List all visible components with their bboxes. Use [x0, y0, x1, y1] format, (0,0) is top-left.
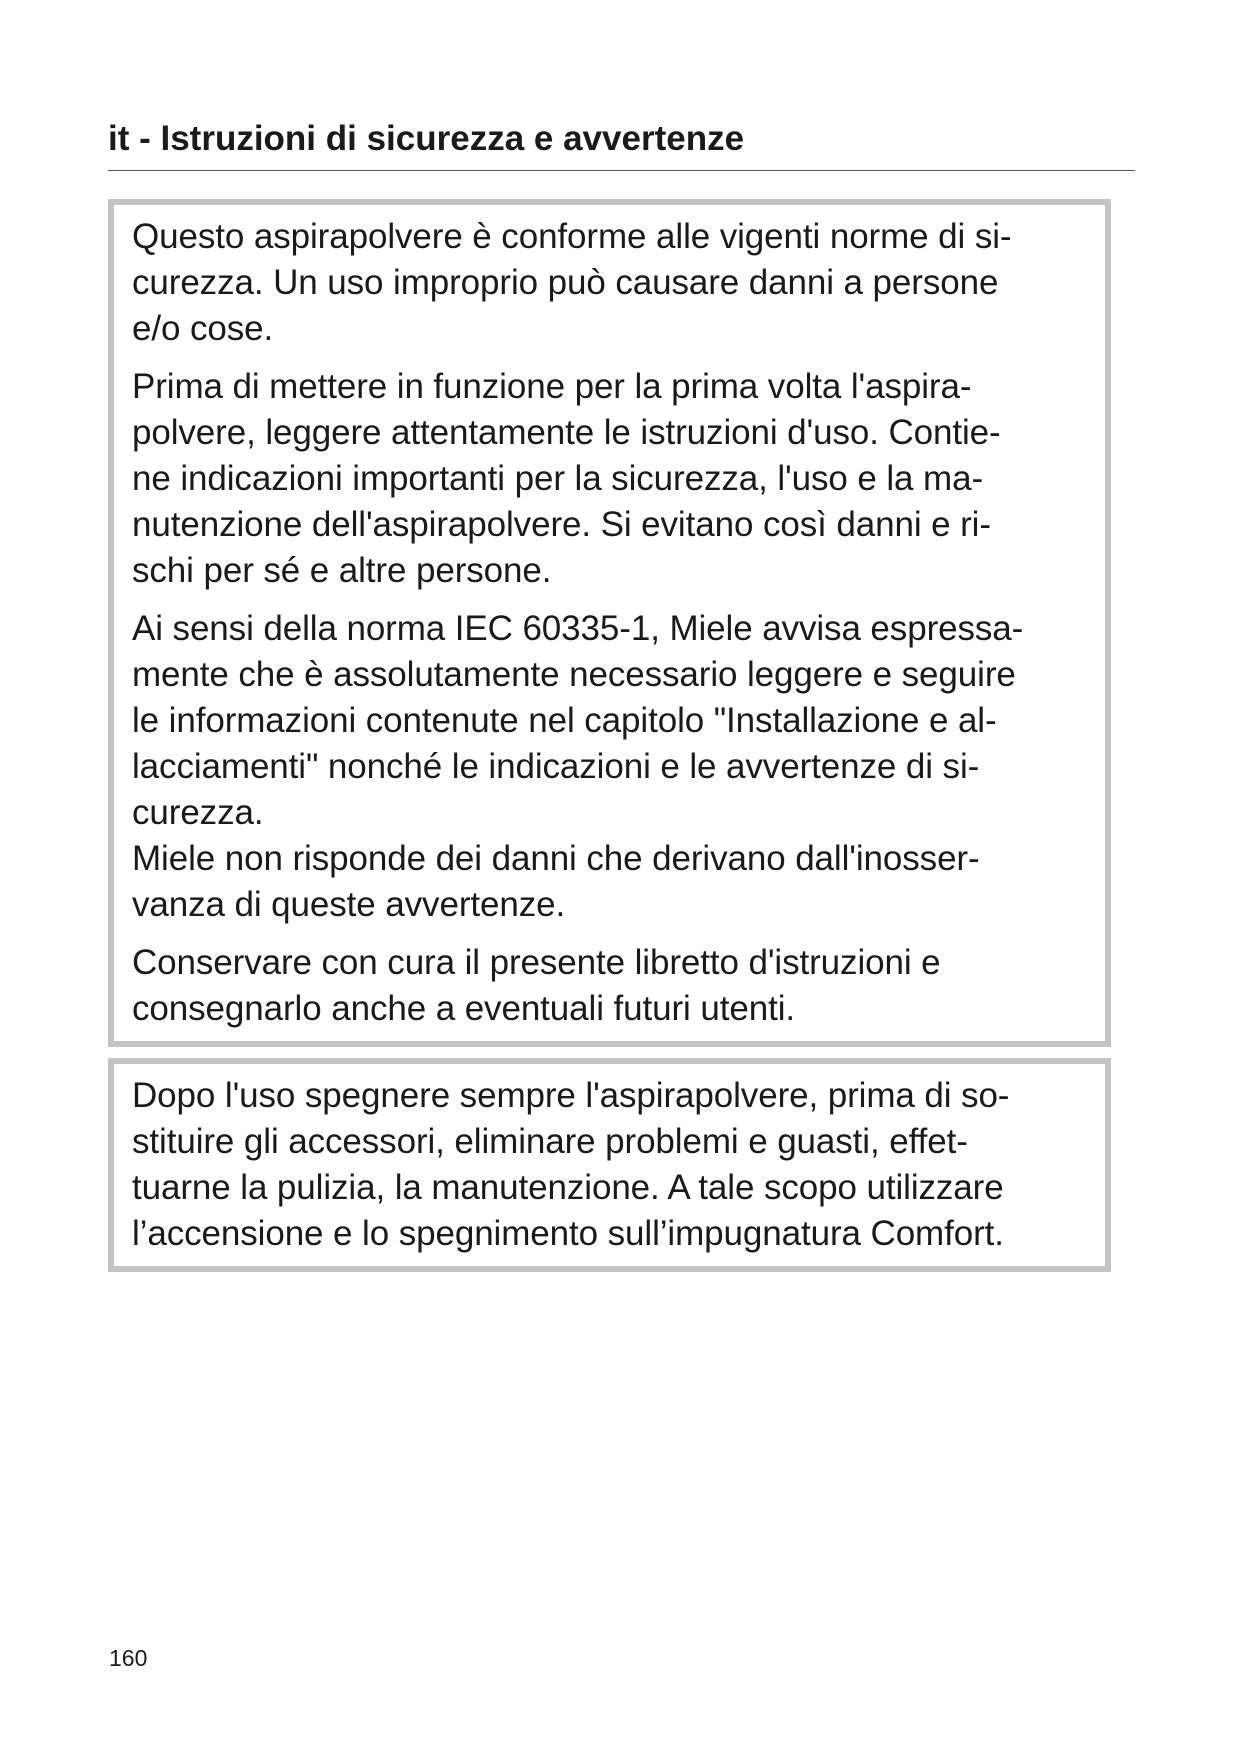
switch-off-notice-box	[108, 1058, 1111, 1272]
page-number: 160	[109, 1645, 148, 1671]
notice-paragraph-keep-booklet: Conservare con cura il presente libretto d'istruzioni e consegnarlo anche a eventuali futuri utenti.	[132, 943, 941, 1028]
safety-notice-box	[108, 199, 1111, 1047]
page-title: it - Istruzioni di sicurezza e avvertenze	[108, 119, 745, 158]
notice-paragraph-iec-norm: Ai sensi della norma IEC 60335-1, Miele avvisa espressa- mente che è assolutamente necessario leggere e seguire le informazioni contenute nel capitolo "Installazione e al- lacciamenti" nonché le indicazioni e le avvertenze di si- curezza. Miele non risponde dei danni che derivano dall'inosser- vanza di queste avvertenze.	[132, 609, 1024, 924]
page-header	[108, 118, 1135, 171]
notice-paragraph-read-instructions: Prima di mettere in funzione per la prima volta l'aspira- polvere, leggere attentamente le istruzioni d'uso. Contie- ne indicazioni importanti per la sicurezza, l'uso e la ma- nutenzione dell'aspirapolvere. Si evitano così danni e ri- schi per sé e altre persone.	[132, 367, 1001, 590]
notice-paragraph-conformity: Questo aspirapolvere è conforme alle vigenti norme di si- curezza. Un uso improprio può causare danni a persone e/o cose.	[132, 217, 1012, 348]
notice-paragraph-switch-off: Dopo l'uso spegnere sempre l'aspirapolvere, prima di so- stituire gli accessori, eliminare problemi e guasti, effet- tuarne la pulizia, la manutenzione. A tale scopo utilizzare l’accensione e lo spegnimento sull’impugnatura Comfort.	[132, 1076, 1010, 1253]
